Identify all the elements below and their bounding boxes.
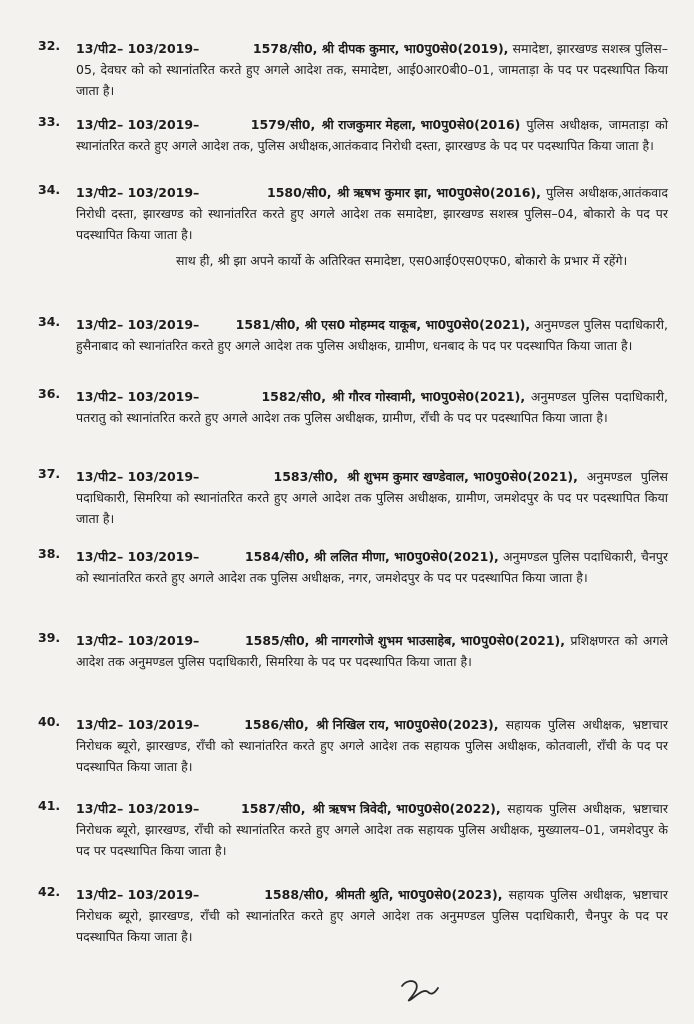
serial-number: 1578/सी0, xyxy=(252,41,318,56)
file-number: 13/पी2– 103/2019– xyxy=(76,633,200,648)
entry-body xyxy=(76,114,668,156)
officer-name: श्रीमती श्रुति, भा0पु0से0(2023), xyxy=(335,887,503,902)
serial-number: 1583/सी0, xyxy=(273,469,338,484)
entry-body xyxy=(76,546,668,588)
entry-text: अनुमण्डल पुलिस पदाधिकारी, चैनपुर को स्थानांतरित करते हुए अगले आदेश तक पुलिस अधीक्षक, नगर, जमशेदपुर के पद पर पदस्थापित किया जाता है। xyxy=(76,549,668,585)
officer-name: श्री ऋषभ कुमार झा, भा0पु0से0(2016), xyxy=(337,185,541,200)
entry-number: 40. xyxy=(38,714,61,729)
entry-body xyxy=(76,630,668,672)
entry-heading xyxy=(76,469,578,484)
entry-body xyxy=(76,798,668,861)
entry-heading xyxy=(76,41,508,56)
signature-mark xyxy=(398,978,442,1004)
entry-text: प्रशिक्षणरत को अगले आदेश तक अनुमण्डल पुलिस पदाधिकारी, सिमरिया के पद पर पदस्थापित किया जाता है। xyxy=(76,633,668,669)
officer-name: श्री निखिल राय, भा0पु0से0(2023), xyxy=(316,717,499,732)
officer-name: श्री ऋषभ त्रिवेदी, भा0पु0से0(2022), xyxy=(312,801,501,816)
entry-number: 38. xyxy=(38,546,61,561)
entry-number: 34. xyxy=(38,182,61,197)
officer-name: श्री ललित मीणा, भा0पु0से0(2021), xyxy=(313,549,499,564)
entry-heading xyxy=(76,801,501,816)
entry-heading xyxy=(76,185,541,200)
serial-number: 1581/सी0, xyxy=(235,317,301,332)
entry-heading xyxy=(76,887,502,902)
serial-number: 1584/सी0, xyxy=(244,549,310,564)
officer-name: श्री शुभम कुमार खण्डेवाल, भा0पु0से0(2021), xyxy=(347,469,578,484)
entry-text: अनुमण्डल पुलिस पदाधिकारी, हुसैनाबाद को स्थानांतरित करते हुए अगले आदेश तक पुलिस अधीक्षक, ग्रामीण, धनबाद के पद पर पदस्थापित किया जाता है। xyxy=(76,317,668,353)
file-number: 13/पी2– 103/2019– xyxy=(76,117,200,132)
serial-number: 1582/सी0, xyxy=(261,389,326,404)
file-number: 13/पी2– 103/2019– xyxy=(76,185,200,200)
officer-name: श्री एस0 मोहम्मद याकूब, भा0पु0से0(2021), xyxy=(304,317,531,332)
officer-name: श्री राजकुमार मेहला, भा0पु0से0(2016) xyxy=(321,117,521,132)
entry-number: 37. xyxy=(38,466,61,481)
entry-text: सहायक पुलिस अधीक्षक, भ्रष्टाचार निरोधक ब्यूरो, झारखण्ड, राँची को स्थानांतरित करते हुए अगले आदेश तक सहायक पुलिस अधीक्षक, कोतवाली, राँची के पद पर पदस्थापित किया जाता है। xyxy=(76,717,669,774)
entry-number: 36. xyxy=(38,386,61,401)
file-number: 13/पी2– 103/2019– xyxy=(76,41,200,56)
entry-heading xyxy=(76,549,499,564)
file-number: 13/पी2– 103/2019– xyxy=(76,469,200,484)
entry-body xyxy=(76,466,668,529)
entry-heading xyxy=(76,317,530,332)
entry-number: 33. xyxy=(38,114,61,129)
file-number: 13/पी2– 103/2019– xyxy=(76,317,200,332)
entry-text: पुलिस अधीक्षक, जामताड़ा को स्थानांतरित करते हुए अगले आदेश तक, पुलिस अधीक्षक,आतंकवाद निरोधी दस्ता, झारखण्ड के पद पर पदस्थापित किया जाता है। xyxy=(76,117,668,153)
entry-text: सहायक पुलिस अधीक्षक, भ्रष्टाचार निरोधक ब्यूरो, झारखण्ड, राँची को स्थानांतरित करते हुए अगले आदेश तक सहायक पुलिस अधीक्षक, मुख्यालय–01, जमशेदपुर के पद पर पदस्थापित किया जाता है। xyxy=(76,801,668,858)
entry-body xyxy=(76,182,668,245)
entry-heading xyxy=(76,117,520,132)
entry-heading xyxy=(76,633,565,648)
file-number: 13/पी2– 103/2019– xyxy=(76,389,200,404)
officer-name: श्री गौरव गोस्वामी, भा0पु0से0(2021), xyxy=(332,389,526,404)
officer-name: श्री नागरगोजे शुभम भाउसाहेब, भा0पु0से0(2021), xyxy=(315,633,566,648)
serial-number: 1579/सी0, xyxy=(250,117,316,132)
entry-number: 39. xyxy=(38,630,61,645)
entry-text: समादेष्टा, झारखण्ड सशस्त्र पुलिस–05, देवघर को को स्थानांतरित करते हुए अगले आदेश तक, समादेष्टा, आई0आर0बी0–01, जामताड़ा के पद पर पदस्थापित किया जाता है। xyxy=(76,41,668,98)
serial-number: 1586/सी0, xyxy=(244,717,309,732)
file-number: 13/पी2– 103/2019– xyxy=(76,717,200,732)
serial-number: 1585/सी0, xyxy=(244,633,310,648)
entry-number: 34. xyxy=(38,314,61,329)
entry-body xyxy=(76,386,668,428)
entry-heading xyxy=(76,717,498,732)
entry-body xyxy=(76,314,668,356)
entry-body xyxy=(76,38,668,101)
entry-number: 32. xyxy=(38,38,61,53)
file-number: 13/पी2– 103/2019– xyxy=(76,801,200,816)
officer-name: श्री दीपक कुमार, भा0पु0से0(2019), xyxy=(321,41,509,56)
entry-number: 42. xyxy=(38,884,61,899)
serial-number: 1588/सी0, xyxy=(264,887,329,902)
entry-number: 41. xyxy=(38,798,61,813)
entry-heading xyxy=(76,389,525,404)
serial-number: 1580/सी0, xyxy=(267,185,332,200)
entry-body xyxy=(76,714,668,777)
entry-text: अनुमण्डल पुलिस पदाधिकारी, सिमरिया को स्थानांतरित करते हुए अगले आदेश तक पुलिस अधीक्षक, ग्रामीण, जमशेदपुर के पद पर पदस्थापित किया जाता है। xyxy=(76,469,668,526)
entry-text: अनुमण्डल पुलिस पदाधिकारी, पतरातु को स्थानांतरित करते हुए अगले आदेश तक पुलिस अधीक्षक, ग्रामीण, राँची के पद पर पदस्थापित किया जाता है। xyxy=(76,389,668,425)
serial-number: 1587/सी0, xyxy=(241,801,306,816)
file-number: 13/पी2– 103/2019– xyxy=(76,887,200,902)
entry-body xyxy=(76,884,668,947)
entry-text: सहायक पुलिस अधीक्षक, भ्रष्टाचार निरोधक ब्यूरो, झारखण्ड, राँची को स्थानांतरित करते हुए अगले आदेश तक अनुमण्डल पुलिस पदाधिकारी, चैनपुर के पद पर पदस्थापित किया जाता है। xyxy=(76,887,668,944)
entry-text: पुलिस अधीक्षक,आतंकवाद निरोधी दस्ता, झारखण्ड को स्थानांतरित करते हुए अगले आदेश तक समादेष्टा, झारखण्ड सशस्त्र पुलिस–04, बोकारो के पद पर पदस्थापित किया जाता है। xyxy=(76,185,668,242)
additional-charge-note: साथ ही, श्री झा अपने कार्यो के अतिरिक्त समादेष्टा, एस0आई0एस0एफ0, बोकारो के प्रभार में रहेंगे। xyxy=(176,253,628,268)
file-number: 13/पी2– 103/2019– xyxy=(76,549,200,564)
